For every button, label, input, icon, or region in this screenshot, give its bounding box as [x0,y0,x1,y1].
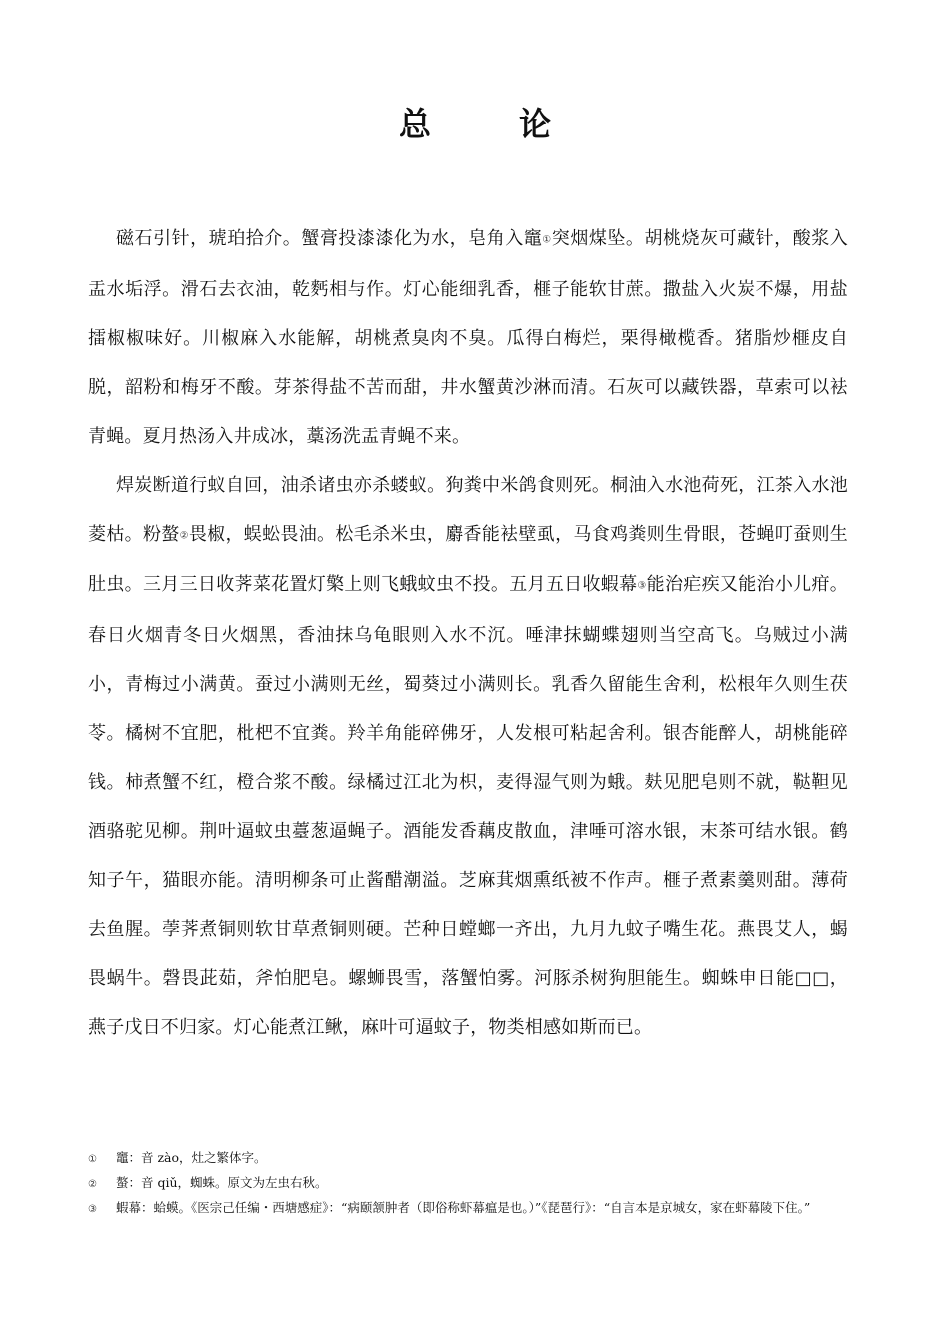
footnote-item [88,1173,848,1194]
footnote-item [88,1148,848,1169]
paragraph [88,461,848,1052]
text-run: 磁石引针，琥珀拾介。蟹膏投漆漆化为水，皂角入竈 [116,228,543,249]
footnote-text: 螯：音 qiǔ，蜘蛛。原文为左虫右秋。 [116,1175,328,1190]
footnote-text: 蝦幕：蛤蟆。《医宗己任编・西塘感症》：“病颐颔肿者（即俗称虾幕瘟是也。）”《琵琶行》：“自言本是京城女，家在虾幕陵下住。” [116,1200,811,1215]
footnote-text: 竈：音 zào，灶之繁体字。 [116,1150,267,1165]
footnote-ref-3[interactable]: ③ [637,580,647,592]
body-text [88,214,848,1052]
footnote-mark: ① [88,1154,97,1165]
page-title: 总论 [398,105,639,143]
footnote-ref-2[interactable]: ② [179,530,189,541]
text-run: 畏椒，蜈蚣畏油。松毛杀米虫，麝香能袪壁虱，马食鸡粪则生骨眼，苍蝇叮蚕则生肚虫。三月三日收荠菜花置灯檠上则飞蛾蚊虫不投。五月五日收蝦幕 [88,523,849,595]
footnote-item [88,1198,848,1219]
paragraph [88,214,848,461]
text-run: 突烟煤坠。胡桃烧灰可藏针，酸浆入盂水垢浮。滑石去衣油，乾麫相与作。灯心能细乳香，榧子能软甘蔗。撒盐入火炭不爆，用盐擂椒椒味好。川椒麻入水能解，胡桃煮臭肉不臭。瓜得白梅烂，栗得橄榄香。猪脂炒榧皮自脱，韶粉和梅牙不酸。芽茶得盐不苦而甜，井水蟹黄沙淋而清。石灰可以藏铁器，草索可以袪青蝇。夏月热汤入井成冰，藁汤洗盂青蝇不来。 [88,228,848,447]
text-run: 焊炭断道行蚁自回，油杀诸虫亦杀蝼蚁。狗粪中米鸽食则死。桐油入水池荷死，江茶入水池菱枯。粉螯 [88,474,848,545]
footnote-mark: ③ [88,1204,97,1215]
footnote-ref-1[interactable]: ① [542,234,552,246]
footnotes [88,1148,848,1223]
text-run: 能治疟疾又能治小儿疳。春日火烟青冬日火烟黑，香油抹乌龟眼则入水不沉。唾津抹蝴蝶翅则当空高飞。乌贼过小满小，青梅过小满黄。蚕过小满则无丝，蜀葵过小满则长。乳香久留能生舍利，松根年久则生茯苓。橘树不宜肥，枇杷不宜粪。羚羊角能碎佛牙，人发根可粘起舍利。银杏能醉人，胡桃能碎钱。柿煮蟹不红，橙合浆不酸。绿橘过江北为枳，麦得湿气则为蛾。麸见肥皂则不就，鞑靼见酒骆驼见柳。荆叶逼蚊虫薹葱逼蝇子。酒能发香藕皮散血，津唾可溶水银，末茶可结水银。鹤知子午，猫眼亦能。清明柳条可止酱醋潮溢。芝麻萁烟熏纸被不作声。榧子煮素羹则甜。薄荷去鱼腥。荸荠煮铜则软甘草煮铜则硬。芒种日螳螂一齐出，九月九蚊子嘴生花。燕畏艾人，蝎畏蜗牛。磬畏茈茹，斧怕肥皂。螺蛳畏雪，落蟹怕雾。河豚杀树狗胆能生。蜘蛛申日能□□，燕子戊日不归家。灯心能煮江鳅，麻叶可逼蚊子，物类相感如斯而已。 [88,574,848,1038]
footnote-mark: ② [88,1179,97,1190]
